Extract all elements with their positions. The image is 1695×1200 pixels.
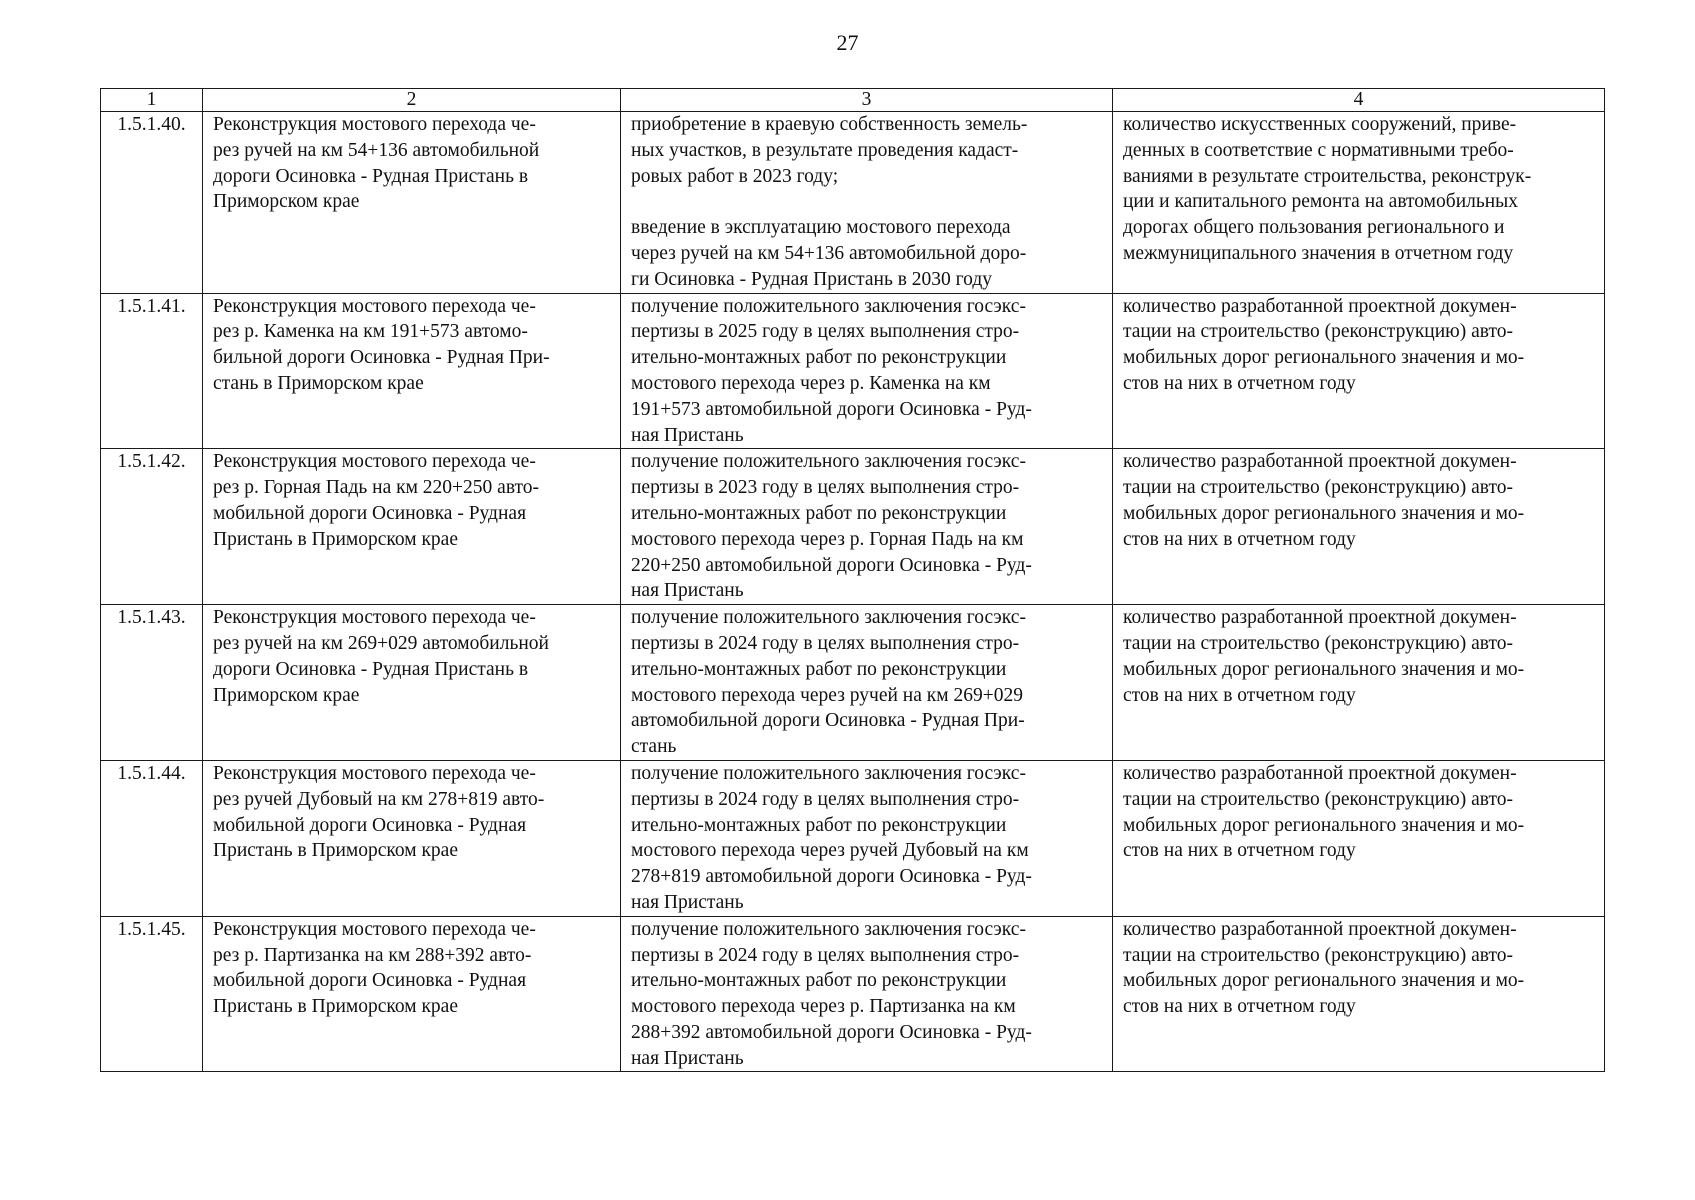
cell-text-line: 288+392 автомобильной дороги Осиновка - Руд- [631,1021,1032,1043]
cell-text-line: ваниями в результате строительства, реконструк- [1123,165,1532,187]
cell-text-line: ительно-монтажных работ по реконструкции [631,502,1007,524]
cell-text-line: 278+819 автомобильной дороги Осиновка - Руд- [631,866,1032,888]
cell-text-line: Реконструкция мостового перехода че- [213,762,536,784]
cell-text-line: мобильной дороги Осиновка - Рудная [213,502,527,524]
cell-text-line: пертизы в 2024 году в целях выполнения стро- [631,632,1020,654]
cell-text-line: тации на строительство (реконструкцию) авто- [1123,788,1513,810]
cell-text-line: введение в эксплуатацию мостового перехода [631,217,1011,239]
cell-text-line: ги Осиновка - Рудная Пристань в 2030 году [631,268,993,290]
cell-text-line: мобильных дорог регионального значения и мо- [1123,970,1525,992]
object-name-cell [203,916,621,1072]
table-row [101,449,1605,605]
cell-text-line: тации на строительство (реконструкцию) авто- [1123,944,1513,966]
column-header: 2 [203,89,621,112]
cell-text-line: пертизы в 2024 году в целях выполнения стро- [631,788,1020,810]
cell-text-line: мобильных дорог регионального значения и мо- [1123,658,1525,680]
cell-text-line: получение положительного заключения госэкс- [631,451,1026,473]
cell-text-line: мостового перехода через р. Горная Падь на км [631,528,1024,550]
indicator-cell [1113,760,1605,916]
cell-text-line: мостового перехода через ручей на км 269+029 [631,684,1023,706]
cell-text-line: Пристань в Приморском крае [213,996,458,1018]
object-name-cell [203,605,621,761]
table-row [101,293,1605,449]
cell-text-line: ительно-монтажных работ по реконструкции [631,814,1007,836]
cell-text-line: пертизы в 2024 году в целях выполнения стро- [631,944,1020,966]
cell-text-line: Реконструкция мостового перехода че- [213,295,536,317]
cell-text-line: 220+250 автомобильной дороги Осиновка - Руд- [631,554,1032,576]
cell-text-line: Приморском крае [213,684,360,706]
object-name-cell [203,760,621,916]
table-row [101,112,1605,294]
cell-text-line: дороги Осиновка - Рудная Пристань в [213,658,529,680]
cell-text-line: дороги Осиновка - Рудная Пристань в [213,165,529,187]
cell-text-line: мостового перехода через р. Партизанка на км [631,996,1016,1018]
indicator-cell [1113,293,1605,449]
cell-text-line: мобильной дороги Осиновка - Рудная [213,970,527,992]
cell-text-line: ровых работ в 2023 году; [631,165,839,187]
cell-text-line: автомобильной дороги Осиновка - Рудная При- [631,710,1025,732]
table-row [101,605,1605,761]
object-name-cell [203,112,621,294]
row-number-cell: 1.5.1.43. [101,605,203,761]
cell-text-line: пертизы в 2025 году в целях выполнения стро- [631,321,1020,343]
column-header: 3 [621,89,1113,112]
cell-text-line: рез ручей на км 54+136 автомобильной [213,139,540,161]
cell-text-line: рез р. Каменка на км 191+573 автомо- [213,321,528,343]
column-header: 1 [101,89,203,112]
table-header-row [101,89,1605,112]
cell-text-line: тации на строительство (реконструкцию) авто- [1123,632,1513,654]
result-cell [621,605,1113,761]
cell-text-line: Реконструкция мостового перехода че- [213,451,536,473]
cell-text-line: рез р. Партизанка на км 288+392 авто- [213,944,532,966]
cell-text-line: межмуниципального значения в отчетном году [1123,242,1514,264]
document-table [100,88,1605,1072]
cell-text-line: дорогах общего пользования регионального и [1123,217,1505,239]
cell-text-line: пертизы в 2023 году в целях выполнения стро- [631,477,1020,499]
cell-text-line: мобильных дорог регионального значения и мо- [1123,814,1525,836]
cell-text-line: мобильных дорог регионального значения и мо- [1123,502,1525,524]
cell-text-line: Реконструкция мостового перехода че- [213,114,536,135]
cell-text-line: Реконструкция мостового перехода че- [213,918,536,940]
indicator-cell [1113,605,1605,761]
cell-text-line: количество разработанной проектной докумен- [1123,607,1517,629]
cell-text-line: ции и капитального ремонта на автомобильных [1123,191,1519,213]
cell-text-line: Приморском крае [213,191,360,213]
cell-text-line: ная Пристань [631,1047,744,1069]
cell-text-line: мобильных дорог регионального значения и мо- [1123,347,1525,369]
cell-text-line: через ручей на км 54+136 автомобильной доро- [631,242,1027,264]
cell-text-line: получение положительного заключения госэкс- [631,762,1026,784]
cell-text-line: ительно-монтажных работ по реконструкции [631,347,1007,369]
page-number: 27 [836,30,859,55]
indicator-cell [1113,112,1605,294]
cell-text-line: бильной дороги Осиновка - Рудная При- [213,347,550,369]
cell-text-line: получение положительного заключения госэкс- [631,918,1026,940]
cell-text-line: ная Пристань [631,424,744,446]
cell-text-line: Пристань в Приморском крае [213,528,458,550]
row-number-cell: 1.5.1.45. [101,916,203,1072]
indicator-cell [1113,449,1605,605]
cell-text-line: рез р. Горная Падь на км 220+250 авто- [213,477,540,499]
cell-text-line: Пристань в Приморском крае [213,840,458,862]
cell-text-line: тации на строительство (реконструкцию) авто- [1123,321,1513,343]
cell-text-line: стань в Приморском крае [213,372,424,394]
cell-text-line: количество разработанной проектной докумен- [1123,762,1517,784]
cell-text-line: мостового перехода через ручей Дубовый на км [631,840,1029,862]
result-cell [621,293,1113,449]
cell-text-line: количество искусственных сооружений, приве- [1123,114,1517,135]
cell-text-line: стань [631,736,677,758]
column-header: 4 [1113,89,1605,112]
table-body [101,112,1605,1072]
cell-text-line: тации на строительство (реконструкцию) авто- [1123,477,1513,499]
result-cell [621,760,1113,916]
row-number-cell: 1.5.1.41. [101,293,203,449]
cell-text-line: рез ручей Дубовый на км 278+819 авто- [213,788,545,810]
cell-text-line: ная Пристань [631,580,744,602]
cell-text-line: получение положительного заключения госэкс- [631,295,1026,317]
cell-text-line: количество разработанной проектной докумен- [1123,295,1517,317]
cell-text-line: денных в соответствие с нормативными требо- [1123,139,1514,161]
object-name-cell [203,449,621,605]
cell-text-line: приобретение в краевую собственность земель- [631,114,1028,135]
cell-text-line: стов на них в отчетном году [1123,528,1356,550]
row-number-cell: 1.5.1.44. [101,760,203,916]
indicator-cell [1113,916,1605,1072]
blank-line [631,189,1102,215]
table-row [101,916,1605,1072]
row-number-cell: 1.5.1.40. [101,112,203,294]
cell-text-line: количество разработанной проектной докумен- [1123,918,1517,940]
cell-text-line: ная Пристань [631,891,744,913]
cell-text-line: рез ручей на км 269+029 автомобильной [213,632,549,654]
cell-text-line: мостового перехода через р. Каменка на км [631,372,991,394]
cell-text-line: Реконструкция мостового перехода че- [213,607,536,629]
result-cell [621,112,1113,294]
cell-text-line: стов на них в отчетном году [1123,372,1356,394]
table-row [101,760,1605,916]
cell-text-line: стов на них в отчетном году [1123,996,1356,1018]
cell-text-line: стов на них в отчетном году [1123,684,1356,706]
cell-text-line: количество разработанной проектной докумен- [1123,451,1517,473]
cell-text-line: ительно-монтажных работ по реконструкции [631,658,1007,680]
cell-text-line: стов на них в отчетном году [1123,840,1356,862]
cell-text-line: 191+573 автомобильной дороги Осиновка - Руд- [631,398,1032,420]
cell-text-line: мобильной дороги Осиновка - Рудная [213,814,527,836]
row-number-cell: 1.5.1.42. [101,449,203,605]
cell-text-line: ительно-монтажных работ по реконструкции [631,970,1007,992]
result-cell [621,449,1113,605]
object-name-cell [203,293,621,449]
cell-text-line: получение положительного заключения госэкс- [631,607,1026,629]
result-cell [621,916,1113,1072]
cell-text-line: ных участков, в результате проведения кадаст- [631,139,1019,161]
